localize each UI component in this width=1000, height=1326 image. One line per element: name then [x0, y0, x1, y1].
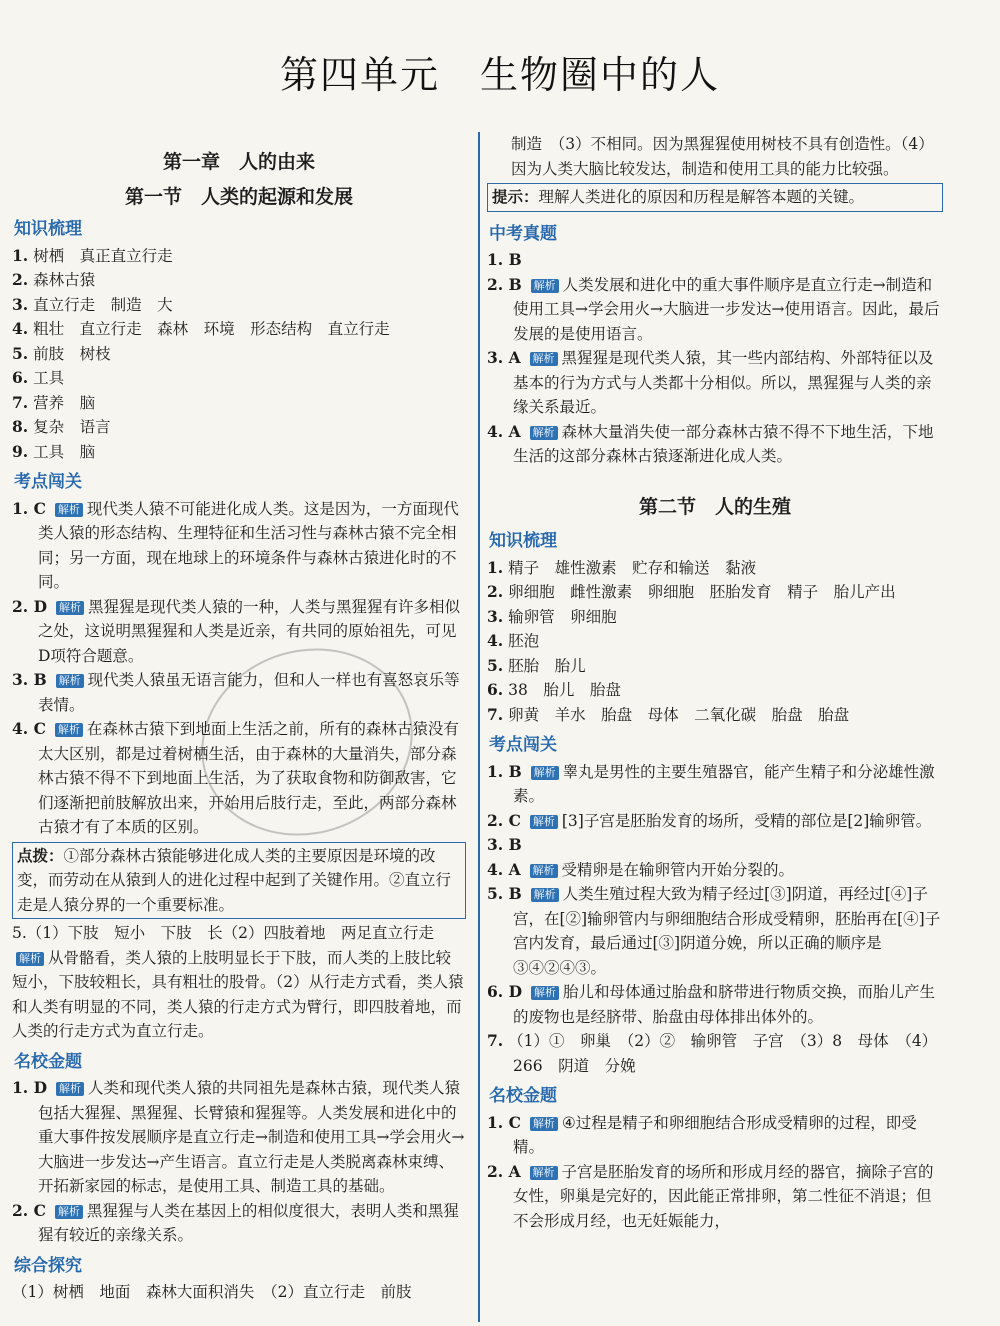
answer-item: [487, 420, 943, 469]
answer-number: 1. B: [487, 761, 522, 781]
unit-title: 第四单元 生物圈中的人: [279, 53, 720, 97]
answer-item: [12, 366, 466, 391]
answer-text: 卵黄 羊水 胎盘 母体 二氧化碳 胎盘 胎盘: [508, 705, 850, 724]
answer-item: [12, 391, 466, 416]
continued-answer: 制造 （3）不相同。因为黑猩猩使用树枝不具有创造性。（4）因为人类大脑比较发达，制造和使用工具的能力比较强。: [511, 135, 934, 178]
answer-item: [487, 1029, 943, 1078]
analysis-tag: 解析: [531, 766, 559, 780]
answer-item: [487, 858, 943, 883]
answer-number: 9.: [12, 441, 29, 461]
analysis-tag: 解析: [56, 674, 84, 688]
answer-number: 7.: [487, 704, 504, 724]
kaodian2-list: [487, 760, 943, 1079]
answer-number: 2. A: [487, 1161, 521, 1181]
answer-item: [487, 760, 943, 809]
answer-item: [12, 244, 466, 269]
analysis-tag: 解析: [16, 952, 44, 966]
answer-number: 3.: [12, 294, 29, 314]
zonghe-answer: （1）树栖 地面 森林大面积消失 （2）直立行走 前肢: [12, 1283, 412, 1301]
analysis-tag: 解析: [55, 503, 83, 517]
answer-item: [487, 833, 943, 858]
mingxiao2-list: [487, 1111, 943, 1234]
answer-text: 胚胎 胎儿: [508, 656, 586, 675]
answer-text: 黑猩猩与人类在基因上的相似度很大，表明人类和黑猩猩有较近的亲缘关系。: [38, 1201, 459, 1244]
answer-number: 1. C: [12, 498, 46, 518]
answer-text: 森林大量消失使一部分森林古猿不得不下地生活，下地生活的这部分森林古猿逐渐进化成人类。: [513, 422, 934, 465]
dianbo-text: ①部分森林古猿能够进化成人类的主要原因是环境的改变，而劳动在从猿到人的进化过程中起到了关键作用。②直立行走是人猿分界的一个重要标准。: [17, 846, 452, 914]
zhishi-list: [12, 244, 466, 465]
answer-item: [487, 580, 943, 605]
answer-item: [12, 1199, 466, 1248]
answer-text: 现代类人猿虽无语言能力，但和人一样也有喜怒哀乐等表情。: [38, 671, 460, 714]
answer-text: 复杂 语言: [33, 418, 111, 436]
heading-zhishi2: 知识梳理: [489, 531, 557, 551]
analysis-tag: 解析: [55, 723, 83, 737]
answer-text: 森林古猿: [33, 271, 96, 289]
answer-number: 7.: [12, 392, 29, 412]
answer-item: [487, 605, 943, 630]
answer-text: 38 胎儿 胎盘: [508, 681, 621, 699]
answer-number: 1. D: [12, 1078, 48, 1097]
answer-number: 3. B: [487, 835, 522, 854]
analysis-tag: 解析: [530, 815, 558, 829]
zhongkao-list: [487, 248, 943, 469]
tishi-box: [487, 183, 943, 212]
answer-item: [487, 346, 943, 420]
answer-item: [12, 293, 466, 318]
answer-item: [12, 921, 466, 946]
heading-zhishi: 知识梳理: [14, 219, 82, 239]
analysis-tag: 解析: [56, 1082, 84, 1096]
analysis-tag: 解析: [531, 888, 559, 902]
analysis-tag: 解析: [530, 1166, 558, 1180]
answer-text: 输卵管 卵细胞: [508, 607, 617, 626]
answer-number: 4. A: [487, 421, 521, 441]
answer-text: ④过程是精子和卵细胞结合形成受精卵的过程，即受精。: [513, 1113, 917, 1156]
answer-text: 工具: [33, 369, 65, 387]
analysis-tag: 解析: [530, 352, 558, 366]
column-divider: [478, 132, 480, 1322]
analysis-tag: 解析: [530, 864, 558, 878]
answer-item: [12, 317, 466, 342]
answer-text: 人类生殖过程大致为精子经过[③]阴道，再经过[④]子宫，在[②]输卵管内与卵细胞结合形成受精卵，胚胎再在[④]子宫内发育，最后通过[③]阴道分娩，所以正确的顺序是③④②④③。: [513, 885, 941, 977]
answer-item: [12, 415, 466, 440]
answer-item: [487, 273, 943, 347]
answer-text: 精子 雄性激素 贮存和输送 黏液: [508, 558, 757, 577]
answer-text: 人类和现代类人猿的共同祖先是森林古猿，现代类人猿包括大猩猩、黑猩猩、长臂猿和猩猩等。人类发展和进化中的重大事件按发展顺序是直立行走→制造和使用工具→学会用火→大脑进一步发达→产生语言。直立行走是人类脱离森林束缚、开拓新家园的标志，是使用工具、制造工具的基础。: [38, 1079, 465, 1195]
answer-item: [487, 882, 943, 980]
q5-answer: 5.（1）下肢 短小 下肢 长（2）四肢着地 两足直立行走: [12, 924, 435, 942]
dianbo-label: 点拨：: [17, 845, 64, 865]
answer-number: 4. C: [12, 719, 46, 738]
answer-number: 6.: [12, 368, 29, 387]
answer-text: 营养 脑: [33, 393, 96, 412]
chapter-title: 第一章 人的由来: [162, 151, 315, 173]
answer-item: [487, 1111, 943, 1160]
analysis-tag: 解析: [530, 1117, 558, 1131]
answer-item: [12, 342, 466, 367]
answer-text: 胚泡: [508, 632, 540, 650]
answer-item: [487, 980, 943, 1029]
heading-kaodian2: 考点闯关: [489, 735, 557, 755]
tishi-label: 提示：: [492, 187, 539, 206]
heading-zonghe: 综合探究: [14, 1255, 82, 1276]
answer-text: 黑猩猩是现代类人猿，其一些内部结构、外部特征以及基本的行为方式与人类都十分相似。所以，黑猩猩与人类的亲缘关系最近。: [513, 349, 934, 416]
zhishi2-list: [487, 556, 943, 728]
answer-item: [487, 809, 943, 834]
answer-item: [12, 268, 466, 293]
answer-text: [3]子宫是胚胎发育的场所，受精的部位是[2]输卵管。: [561, 811, 932, 830]
right-column: [487, 132, 943, 1233]
answer-text: 受精卵是在输卵管内开始分裂的。: [561, 860, 795, 879]
answer-number: 3.: [487, 606, 504, 626]
analysis-tag: 解析: [530, 426, 558, 440]
answer-text: 黑猩猩是现代类人猿的一种，人类与黑猩猩有许多相似之处，这说明黑猩猩和人类是近亲，有共同的原始祖先，可见D项符合题意。: [38, 597, 460, 665]
answer-item: [12, 946, 466, 1044]
answer-item: [12, 440, 466, 465]
section-title: 第一节 人类的起源和发展: [124, 185, 353, 208]
analysis-tag: 解析: [56, 601, 84, 615]
answer-number: 2.: [12, 270, 29, 289]
answer-text: 胎儿和母体通过胎盘和脐带进行物质交换，而胎儿产生的废物也是经脐带、胎盘由母体排出体外的。: [513, 983, 935, 1026]
answer-item: [487, 678, 943, 703]
answer-text: 直立行走 制造 大: [33, 295, 173, 314]
answer-item: [487, 703, 943, 728]
answer-number: 2. C: [12, 1200, 46, 1220]
answer-text: 粗壮 直立行走 森林 环境 形态结构 直立行走: [33, 320, 390, 338]
answer-text: 睾丸是男性的主要生殖器官，能产生精子和分泌雄性激素。: [513, 762, 935, 805]
answer-number: 1. C: [487, 1112, 521, 1132]
answer-item: [487, 629, 943, 654]
answer-number: 5.: [12, 343, 29, 363]
tishi-text: 理解人类进化的原因和历程是解答本题的关键。: [538, 188, 865, 206]
answer-number: 8.: [12, 417, 29, 436]
answer-number: 2. C: [487, 810, 521, 830]
answer-item: [487, 556, 943, 581]
answer-number: 4. A: [487, 859, 521, 879]
answer-item: [487, 654, 943, 679]
answer-item: [487, 1160, 943, 1234]
analysis-tag: 解析: [55, 1205, 83, 1219]
watermark-logo: [822, 1272, 992, 1320]
section2-title: 第二节 人的生殖: [638, 495, 791, 518]
analysis-tag: 解析: [531, 279, 559, 293]
heading-mingxiao: 名校金题: [14, 1051, 82, 1072]
answer-text: 现代类人猿不可能进化成人类。这是因为，一方面现代类人猿的形态结构、生理特征和生活习性与森林古猿不完全相同；另一方面，现在地球上的环境条件与森林古猿进化时的不同。: [38, 499, 459, 591]
heading-zhongkao: 中考真题: [489, 223, 557, 244]
answer-text: （1）① 卵巢 （2）② 输卵管 子宫 （3）8 母体 （4）266 阴道 分娩: [508, 1032, 938, 1075]
answer-number: 6.: [487, 680, 504, 699]
answer-number: 2. B: [487, 274, 522, 294]
answer-number: 5.: [487, 655, 504, 675]
q5-explanation: 从骨骼看，类人猿的上肢明显长于下肢，而人类的上肢比较短小，下肢较粗长，具有粗壮的股骨。（2）从行走方式看，类人猿和人类有明显的不同，类人猿的行走方式为臂行，即四肢着地，而人类的行走方式为直立行走。: [12, 948, 464, 1040]
answer-number: 4.: [12, 319, 29, 338]
answer-text: 人类发展和进化中的重大事件顺序是直立行走→制造和使用工具→学会用火→大脑进一步发达→使用语言。因此，最后发展的是使用语言。: [513, 275, 940, 343]
analysis-tag: 解析: [531, 986, 559, 1000]
heading-kaodian: 考点闯关: [14, 472, 82, 492]
answer-number: 1.: [12, 245, 29, 265]
answer-number: 4.: [487, 631, 504, 650]
answer-text: 树栖 真正直立行走: [33, 246, 173, 265]
heading-mingxiao2: 名校金题: [489, 1086, 557, 1106]
answer-number: 1. B: [487, 250, 522, 269]
answer-number: 3. B: [12, 670, 47, 689]
answer-number: 2.: [487, 582, 504, 601]
answer-text: 子宫是胚胎发育的场所和形成月经的器官，摘除子宫的女性，卵巢是完好的，因此能正常排卵，第二性征不消退；但不会形成月经，也无妊娠能力，: [513, 1162, 934, 1230]
answer-text: 卵细胞 雌性激素 卵细胞 胚胎发育 精子 胎儿产出: [508, 583, 896, 601]
answer-number: 5. B: [487, 884, 522, 903]
answer-item: [12, 497, 466, 595]
answer-item: [12, 1076, 466, 1199]
answer-text: 工具 脑: [33, 442, 96, 461]
answer-item: [487, 248, 943, 273]
mingxiao-list: [12, 1076, 466, 1248]
answer-number: 2. D: [12, 596, 48, 616]
answer-item: [12, 595, 466, 669]
dianbo-box: [12, 842, 466, 920]
answer-number: 7.: [487, 1031, 504, 1050]
answer-number: 3. A: [487, 348, 521, 367]
answer-number: 1.: [487, 557, 504, 577]
answer-text: 在森林古猿下到地面上生活之前，所有的森林古猿没有太大区别，都是过着树栖生活，由于森林的大量消失，部分森林古猿不得不下到地面上生活，为了获取食物和防御敌害，它们逐渐把前肢解放出来，开始用后肢行走，至此，两部分森林古猿才有了本质的区别。: [38, 720, 459, 836]
answer-text: 前肢 树枝: [33, 344, 111, 363]
answer-number: 6. D: [487, 982, 523, 1001]
